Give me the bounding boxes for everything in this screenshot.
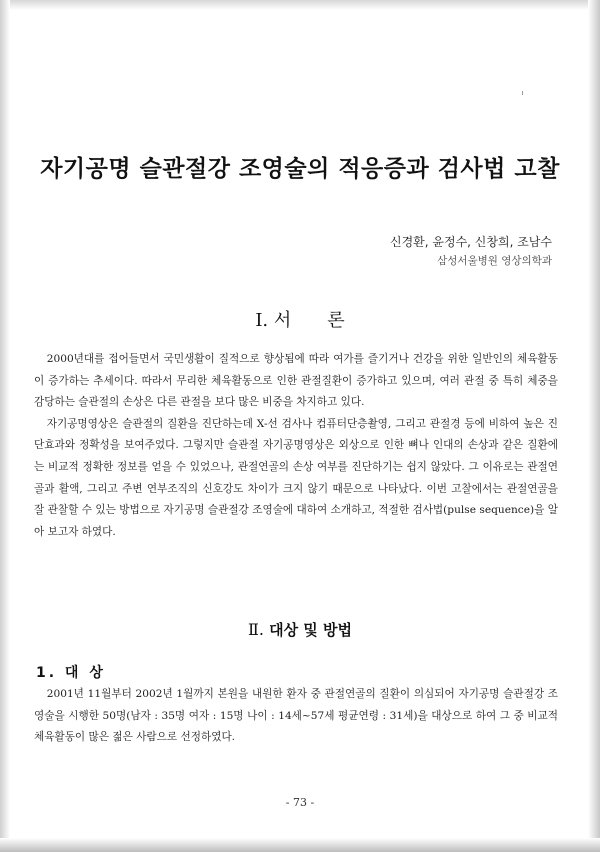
scan-edge-right: [588, 0, 600, 852]
scan-speck: [522, 91, 523, 95]
section-heading-methods: [0, 619, 600, 640]
section-numeral: Ⅰ.: [255, 310, 269, 331]
section-heading-introduction: [0, 306, 600, 332]
page-number: - 73 -: [285, 796, 315, 809]
scan-edge-bottom: [0, 838, 600, 852]
paragraph: 2001년 11월부터 2002년 1월까지 본원을 내원한 환자 중 관절연골의 질환이 의심되어 자기공명 슬관절강 조영술을 시행한 50명(남자 : 35명 여자 : 15명 나이 : 14세~57세 평균연령 : 31세)을 대상으로 하여 그 중 비교적 체육활동이 많은 젊은 사람으로 선정하였다.: [34, 688, 558, 744]
paragraph: 2000년대를 접어들면서 국민생활이 질적으로 향상됨에 따라 여가를 즐기거나 건강을 위한 일반인의 체육활동이 증가하는 추세이다. 따라서 무리한 체육활동으로 인한 관절질환이 증가하고 있으며, 여러 관절 중 특히 체중을 감당하는 슬관절의 손상은 다른 관절을 보다 많은 비중을 차지하고 있다.: [34, 353, 558, 409]
subsection-heading-subjects: 1. 대 상: [36, 665, 106, 681]
section-numeral: Ⅱ.: [248, 620, 264, 639]
section-title-part: 론: [327, 310, 345, 331]
article-title: 자기공명 슬관절강 조영술의 적응증과 검사법 고찰: [40, 156, 560, 182]
introduction-body: [34, 349, 558, 543]
section-title: 대상 및 방법: [269, 621, 352, 639]
scan-edge-top: [0, 0, 600, 10]
section-title-part: 서: [273, 310, 292, 331]
subjects-body: [34, 684, 558, 749]
author-affiliation: 삼성서울병원 영상의학과: [437, 255, 552, 267]
author-list: 신경환, 윤정수, 신창희, 조남수: [390, 235, 552, 249]
paragraph: 자기공명영상은 슬관절의 질환을 진단하는데 X-선 검사나 컴퓨터단층촬영, 그리고 관절경 등에 비하여 높은 진단효과와 정확성을 보여주었다. 그렇지만 슬관절 자기공명영상은 외상으로 인한 뼈나 인대의 손상과 같은 질환에는 비교적 정확한 정보를 얻을 수 있었으나, 관절연골의 손상 여부를 진단하기는 쉽지 않았다. 그 이유로는 관절연골과 활액, 그리고 주변 연부조직의 신호강도 차이가 크지 않기 때문으로 나타났다. 이번 고찰에서는 관절연골을 잘 관찰할 수 있는 방법으로 자기공명 슬관절강 조영술에 대하여 소개하고, 적절한 검사법(pulse sequence)을 알아 보고자 하였다.: [34, 417, 558, 538]
scan-edge-left: [0, 0, 10, 852]
